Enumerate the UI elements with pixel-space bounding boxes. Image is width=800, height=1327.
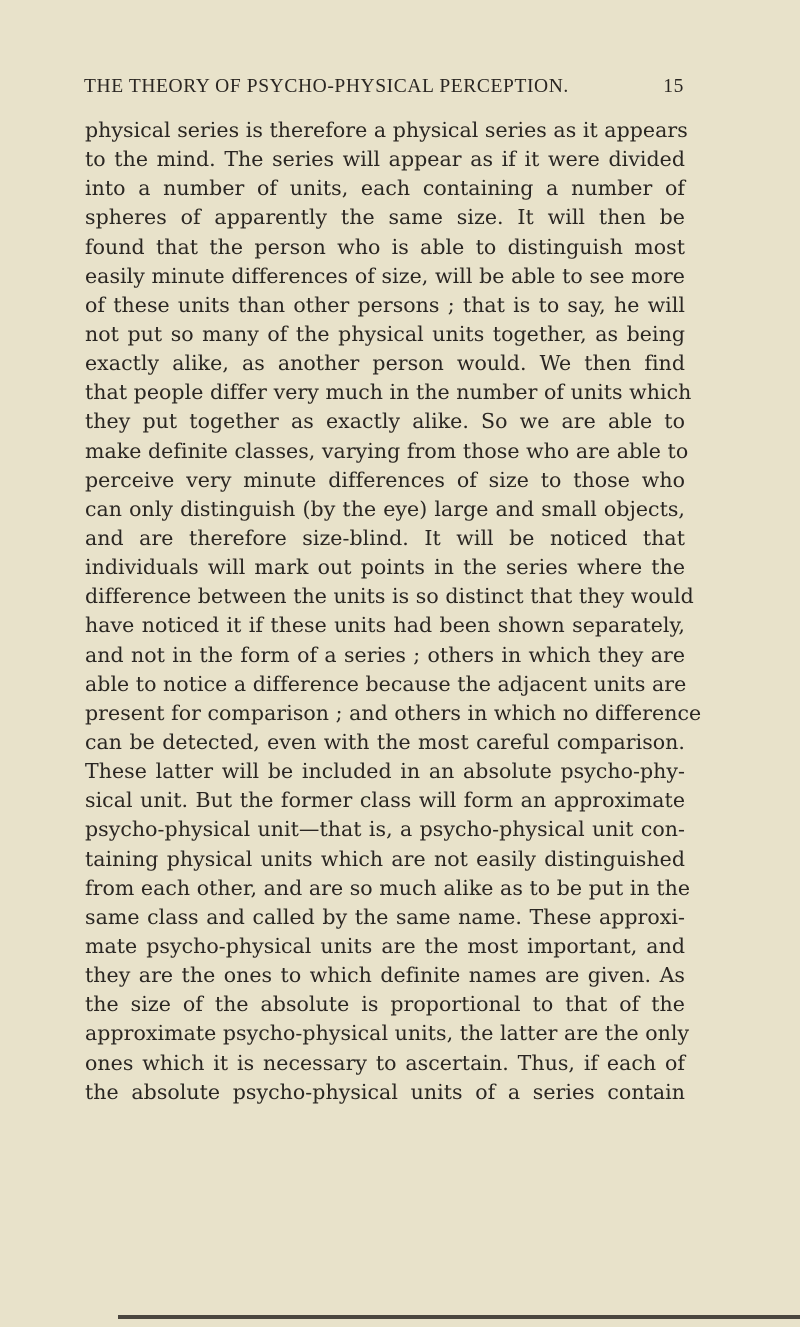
text-line: ones which it is necessary to ascertain. Thus, if each of [85, 1050, 685, 1075]
text-line: present for comparison ; and others in which no difference [85, 700, 702, 725]
text-line: to the mind. The series will appear as if it were divided [85, 147, 685, 172]
text-line: of these units than other persons ; that is to say, he will [85, 292, 685, 317]
text-line: same class and called by the same name. These approxi- [85, 904, 685, 929]
text-line: difference between the units is so distinct that they would [85, 584, 694, 609]
text-line: taining physical units which are not easily distinguished [85, 846, 685, 871]
text-line: sical unit. But the former class will form an approximate [85, 788, 685, 813]
text-line: able to notice a difference because the adjacent units are [85, 671, 687, 696]
text-line: they put together as exactly alike. So we are able to [85, 409, 685, 434]
running-head [84, 76, 684, 104]
text-line: physical series is therefore a physical series as it appears [85, 118, 688, 142]
text-line: make definite classes, varying from those who are able to [85, 438, 689, 463]
text-line: mate psycho-physical units are the most important, and [85, 933, 685, 958]
text-line: These latter will be included in an absolute psycho-phy- [85, 759, 685, 784]
text-line: can be detected, even with the most careful comparison. [85, 729, 685, 754]
text-line: spheres of apparently the same size. It will then be [85, 205, 685, 230]
page-number: 15 [663, 76, 684, 97]
text-line: they are the ones to which definite names are given. As [85, 963, 685, 988]
body-text [85, 116, 702, 1107]
text-line: individuals will mark out points in the series where the [85, 555, 685, 580]
text-line: can only distinguish (by the eye) large and small objects, [85, 496, 685, 521]
text-line: perceive very minute differences of size to those who [85, 467, 685, 492]
text-line: easily minute differences of size, will be able to see more [85, 263, 685, 288]
text-line: the size of the absolute is proportional to that of the [85, 992, 685, 1017]
bottom-rule [118, 1315, 800, 1319]
text-line: psycho-physical unit—that is, a psycho-physical unit con- [85, 817, 685, 842]
text-line: into a number of units, each containing a number of [85, 176, 685, 201]
running-title: THE THEORY OF PSYCHO-PHYSICAL PERCEPTION. [84, 76, 569, 97]
text-line: the absolute psycho-physical units of a series contain [85, 1079, 685, 1104]
text-line: approximate psycho-physical units, the latter are the only [85, 1021, 690, 1046]
text-line: not put so many of the physical units together, as being [85, 321, 685, 346]
text-line: exactly alike, as another person would. We then find [85, 351, 685, 376]
text-line: from each other, and are so much alike as to be put in the [85, 875, 691, 900]
text-line: and are therefore size-blind. It will be noticed that [85, 525, 685, 550]
text-line: that people differ very much in the number of units which [85, 380, 692, 405]
text-line: found that the person who is able to distinguish most [85, 234, 685, 259]
text-line: and not in the form of a series ; others in which they are [85, 642, 685, 667]
text-line: have noticed it if these units had been shown separately, [85, 613, 685, 638]
